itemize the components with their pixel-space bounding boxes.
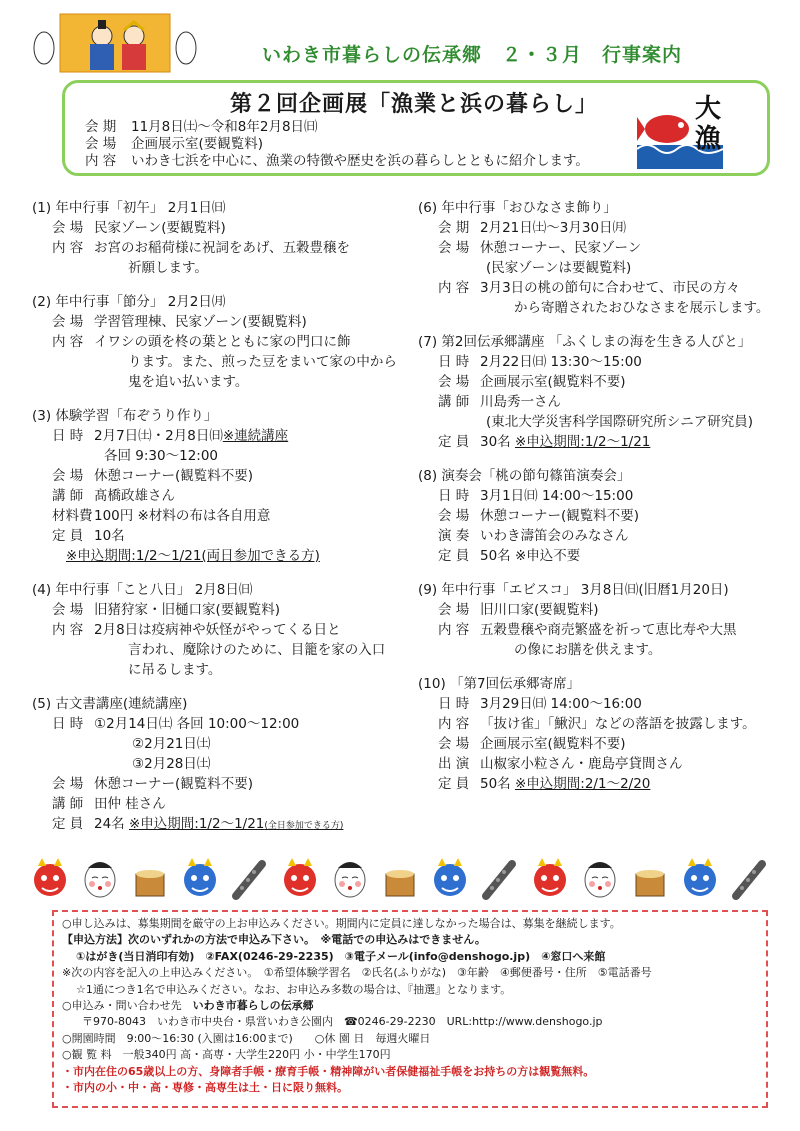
event-label: 定 員 [438, 434, 470, 450]
tairyo-char-2: 漁 [695, 124, 722, 154]
event-2 [32, 292, 412, 392]
event-label: 会 場 [52, 468, 84, 484]
kanabo-icon [478, 856, 522, 900]
event-label: 材料費 [52, 508, 93, 524]
event-label: 内 容 [438, 280, 470, 296]
event-label: 内 容 [52, 334, 84, 350]
event-value: 休憩コーナー(観覧料不要) [480, 508, 640, 524]
event-value: 川島秀一さん [480, 394, 561, 410]
event-value-continued: の像にお膳を供えます。 [514, 642, 662, 658]
event-label: 講 師 [52, 796, 84, 812]
info-line: 〒970-8043 いわき市中央台・県営いわき公園内 ☎0246-29-2230 URL:http://www.denshogo.jp [82, 1015, 603, 1029]
event-label: 日 時 [438, 354, 470, 370]
event-7 [418, 332, 788, 452]
event-value-continued: 祈願します。 [128, 260, 208, 276]
exhibition-row-venue [85, 136, 589, 153]
event-value: 田仲 桂さん [94, 796, 166, 812]
info-line: ①はがき(当日消印有効) ②FAX(0246-29-2235) ③電子メール(info@denshogo.jp) ④窓口へ来館 [76, 949, 606, 963]
info-line: ○開園時間 9:00～16:30 (入園は16:00まで) ○休 園 日 毎週火曜日 [62, 1031, 431, 1045]
event-value: 10名 [94, 528, 125, 544]
exhibition-value: いわき七浜を中心に、漁業の特徴や歴史を浜の暮らしとともに紹介します。 [131, 153, 589, 169]
event-label: 出 演 [438, 756, 470, 772]
exhibition-title: 第２回企画展「漁業と浜の暮らし」 [230, 92, 599, 117]
event-value-continued: (民家ゾーンは要観覧料) [486, 260, 632, 276]
event-4 [32, 580, 412, 680]
application-info-box [52, 910, 768, 1108]
kanabo-icon [728, 856, 772, 900]
event-label: 会 場 [438, 602, 470, 618]
events-right-column [418, 198, 788, 808]
application-period-small-note: (全日参加できる方) [264, 821, 344, 831]
event-value-continued: ります。また、煎った豆をまいて家の中から [128, 354, 397, 370]
event-title: (1) 年中行事「初午」 2月1日㈰ [32, 200, 226, 216]
event-title: (2) 年中行事「節分」 2月2日㈪ [32, 294, 226, 310]
tairyo-char-1: 大 [695, 94, 722, 124]
event-10 [418, 674, 788, 794]
event-value: 企画展示室(観覧料不要) [480, 736, 626, 752]
application-period-note: ※申込期間:1/2～1/21 [514, 434, 651, 450]
event-value: 学習管理棟、民家ゾーン(要観覧料) [94, 314, 307, 330]
event-value: イワシの頭を柊の葉とともに家の門口に飾 [94, 334, 351, 350]
exhibition-details [85, 119, 589, 170]
event-label: 内 容 [52, 622, 84, 638]
info-line: ・市内在住の65歳以上の方、身障者手帳・療育手帳・精神障がい者保健福祉手帳をお持ちの方は観覧無料。 [62, 1064, 595, 1078]
event-value: いわき濤笛会のみなさん [480, 528, 629, 544]
event-label: 日 時 [52, 428, 84, 444]
event-label: 内 容 [438, 622, 470, 638]
event-label: 会 場 [438, 736, 470, 752]
event-label: 講 師 [438, 394, 470, 410]
event-label: 定 員 [52, 816, 84, 832]
info-contact-name: いわき市暮らしの伝承郷 [192, 999, 314, 1013]
exhibition-row-content [85, 153, 589, 170]
application-period-note: ※申込期間:1/2～1/21(両日参加できる方) [66, 548, 320, 564]
okame-icon [578, 856, 622, 900]
header [0, 0, 800, 80]
event-title: (10) 「第7回伝承郷寄席」 [418, 676, 581, 692]
event-value-continued: ②2月21日㈯ [132, 736, 211, 752]
info-line: ☆1通につき1名で申込みください。なお、お申込み多数の場合は、『抽選』となります。 [76, 982, 512, 996]
event-label: 日 時 [52, 716, 84, 732]
event-value: 五穀豊穣や商売繁盛を祈って恵比寿や大黒 [480, 622, 737, 638]
red-oni-icon [528, 856, 572, 900]
tairyo-fish-illustration [637, 87, 723, 169]
info-line: ※次の内容を記入の上申込みください。 ①希望体験学習名 ②氏名(ふりがな) ③年齢 ④郵便番号・住所 ⑤電話番号 [62, 966, 652, 980]
event-value-continued: に吊るします。 [128, 662, 222, 678]
event-label: 定 員 [438, 776, 470, 792]
exhibition-value: 企画展示室(要観覧料) [131, 136, 264, 152]
event-value: 24名 [94, 816, 129, 832]
event-label: 会 場 [438, 240, 470, 256]
setsubun-decoration-row [28, 856, 772, 902]
event-value-continued: 各回 9:30～12:00 [104, 448, 219, 464]
event-value: 髙橋政雄さん [94, 488, 175, 504]
event-value: 2月22日㈰ 13:30～15:00 [480, 354, 642, 370]
masu-icon [378, 856, 422, 900]
event-label: 講 師 [52, 488, 84, 504]
event-8 [418, 466, 788, 566]
blue-oni-icon [428, 856, 472, 900]
event-label: 演 奏 [438, 528, 470, 544]
exhibition-row-period [85, 119, 589, 136]
event-value: 旧川口家(要観覧料) [480, 602, 599, 618]
event-label: 定 員 [52, 528, 84, 544]
event-value: 2月21日㈯～3月30日㈪ [480, 220, 627, 236]
event-value-continued: ③2月28日㈯ [132, 756, 211, 772]
info-line: 【申込方法】次のいずれかの方法で申込み下さい。 ※電話での申込みはできません。 [62, 933, 486, 947]
event-6 [418, 198, 788, 318]
event-value: 100円 ※材料の布は各自用意 [94, 508, 271, 524]
event-value: 旧猪狩家・旧樋口家(要観覧料) [94, 602, 281, 618]
event-label: 会 場 [52, 220, 84, 236]
event-label: 会 場 [52, 602, 84, 618]
event-label: 会 場 [438, 508, 470, 524]
event-value: 2月7日㈯・2月8日㈰ [94, 428, 223, 444]
event-value-continued: (東北大学災害科学国際研究所シニア研究員) [486, 414, 754, 430]
event-value-continued: 鬼を追い払います。 [128, 374, 249, 390]
event-title: (5) 古文書講座(連続講座) [32, 696, 188, 712]
event-label: 会 期 [438, 220, 470, 236]
event-value: 「抜け雀」「鰍沢」などの落語を披露します。 [480, 716, 756, 732]
header-title: いわき市暮らしの伝承郷 ２・３月 行事案内 [262, 44, 683, 66]
events-left-column [32, 198, 412, 850]
application-period-note: ※申込期間:1/2～1/21 [128, 816, 265, 832]
event-label: 会 場 [52, 314, 84, 330]
info-line: ○観 覧 料 一般340円 高・高専・大学生220円 小・中学生170円 [62, 1048, 391, 1062]
red-oni-icon [28, 856, 72, 900]
info-line: ○申し込みは、募集期間を厳守の上お申込みください。期間内に定員に達しなかった場合は、募集を継続します。 [62, 917, 621, 930]
masu-icon [128, 856, 172, 900]
event-label: 日 時 [438, 488, 470, 504]
event-title: (7) 第2回伝承郷講座 「ふくしまの海を生きる人びと」 [418, 334, 752, 350]
event-label: 内 容 [438, 716, 470, 732]
exhibition-value: 11月8日㈯～令和8年2月8日㈰ [131, 119, 318, 135]
info-line: ・市内の小・中・高・専修・高専生は土・日に限り無料。 [62, 1081, 348, 1095]
event-label: 会 場 [438, 374, 470, 390]
event-title: (8) 演奏会「桃の節句篠笛演奏会」 [418, 468, 631, 484]
exhibition-label: 内 容 [85, 153, 117, 169]
event-value: お宮のお稲荷様に祝詞をあげ、五穀豊穣を [94, 240, 350, 256]
event-value: 50名 [480, 776, 515, 792]
serial-course-note: ※連続講座 [222, 428, 289, 444]
event-value: ①2月14日㈯ 各回 10:00～12:00 [94, 716, 300, 732]
event-label: 日 時 [438, 696, 470, 712]
event-title: (4) 年中行事「こと八日」 2月8日㈰ [32, 582, 253, 598]
event-value: 3月29日㈰ 14:00～16:00 [480, 696, 642, 712]
application-period-note: ※申込期間:2/1～2/20 [514, 776, 651, 792]
event-value: 3月3日の桃の節句に合わせて、市民の方々 [480, 280, 740, 296]
event-value: 休憩コーナー、民家ゾーン [480, 240, 642, 256]
event-5 [32, 694, 412, 836]
event-value-continued: 言われ、魔除けのために、目籠を家の入口 [128, 642, 386, 658]
event-value-continued: から寄贈されたおひなさまを展示します。 [514, 300, 770, 316]
event-value: 山椒家小粒さん・鹿島亭貸間さん [480, 756, 683, 772]
okame-icon [78, 856, 122, 900]
masu-icon [628, 856, 672, 900]
event-value: 休憩コーナー(観覧料不要) [94, 776, 254, 792]
event-label: 定 員 [438, 548, 470, 564]
event-label: 内 容 [52, 240, 84, 256]
exhibition-box [62, 80, 770, 176]
kanabo-icon [228, 856, 272, 900]
red-oni-icon [278, 856, 322, 900]
blue-oni-icon [178, 856, 222, 900]
event-title: (6) 年中行事「おひなさま飾り」 [418, 200, 617, 216]
event-label: 会 場 [52, 776, 84, 792]
event-1 [32, 198, 412, 278]
info-line: ○申込み・問い合わせ先 [62, 999, 193, 1013]
okame-icon [328, 856, 372, 900]
event-title: (3) 体験学習「布ぞうり作り」 [32, 408, 218, 424]
event-value: 50名 ※申込不要 [480, 548, 581, 564]
blue-oni-icon [678, 856, 722, 900]
event-value: 30名 [480, 434, 511, 450]
hina-doll-illustration [30, 8, 200, 78]
event-value: 企画展示室(観覧料不要) [480, 374, 626, 390]
exhibition-label: 会 場 [85, 136, 117, 152]
event-3 [32, 406, 412, 566]
event-9 [418, 580, 788, 660]
event-title: (9) 年中行事「エビスコ」 3月8日㈰(旧暦1月20日) [418, 582, 729, 598]
event-value: 3月1日㈰ 14:00～15:00 [480, 488, 634, 504]
event-value: 休憩コーナー(観覧料不要) [94, 468, 254, 484]
event-value: 民家ゾーン(要観覧料) [94, 220, 226, 236]
event-value: 2月8日は疫病神や妖怪がやってくる日と [94, 622, 341, 638]
exhibition-label: 会 期 [85, 119, 117, 135]
